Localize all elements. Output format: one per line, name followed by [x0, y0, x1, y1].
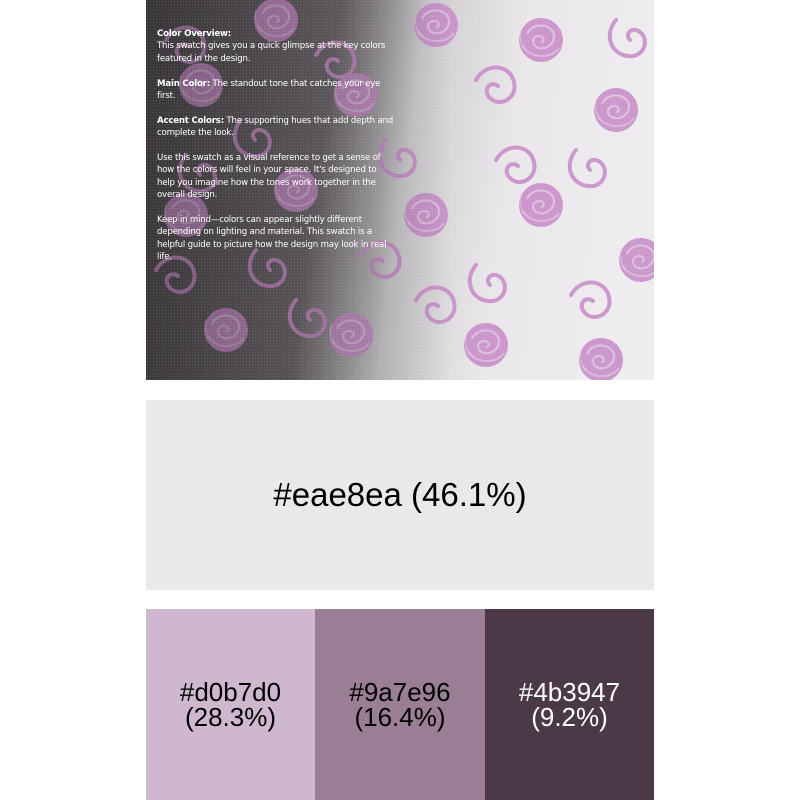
- accent-swatch-1-hex: #d0b7d0: [179, 676, 282, 707]
- main-color-swatch: [146, 400, 654, 590]
- main-color-label: Main Color:: [157, 78, 210, 89]
- accent-swatch-3-hex: #4b3947: [518, 676, 621, 707]
- main-color-text: The standout tone that catches your eye first.: [157, 78, 381, 102]
- accent-swatch-1: [146, 609, 315, 800]
- accent-colors-paragraph: [157, 115, 393, 140]
- accent-swatch-3: [485, 609, 654, 800]
- pattern-preview: [146, 0, 654, 380]
- accent-swatch-2-hex: #9a7e96: [349, 676, 451, 707]
- overview-label: Color Overview:: [157, 29, 232, 39]
- usage-paragraph: Use this swatch as a visual reference to get a sense of how the colors will feel in your space. It's designed to help you imagine how the tones work together in the overall design.: [157, 153, 381, 201]
- accent-swatch-2-percent: (16.4%): [354, 701, 446, 732]
- accent-colors-label: Accent Colors:: [157, 115, 224, 126]
- main-color-swatch-label: #eae8ea (46.1%): [273, 476, 527, 513]
- accent-swatch-row: [146, 609, 654, 800]
- color-description: [157, 28, 393, 276]
- overview-text: This swatch gives you a quick glimpse at the key colors featured in the design.: [157, 41, 386, 64]
- overview-paragraph: [157, 28, 393, 65]
- accent-colors-text: The supporting hues that add depth and complete the look.: [157, 115, 394, 139]
- accent-swatch-1-percent: (28.3%): [184, 701, 277, 732]
- note-paragraph: Keep in mind—colors can appear slightly different depending on lighting and material. This swatch is a helpful guide to picture how the design may look in real life.: [157, 215, 387, 263]
- accent-swatch-3-percent: (9.2%): [531, 701, 608, 732]
- accent-swatch-2: [315, 609, 485, 800]
- main-color-paragraph: [157, 78, 393, 103]
